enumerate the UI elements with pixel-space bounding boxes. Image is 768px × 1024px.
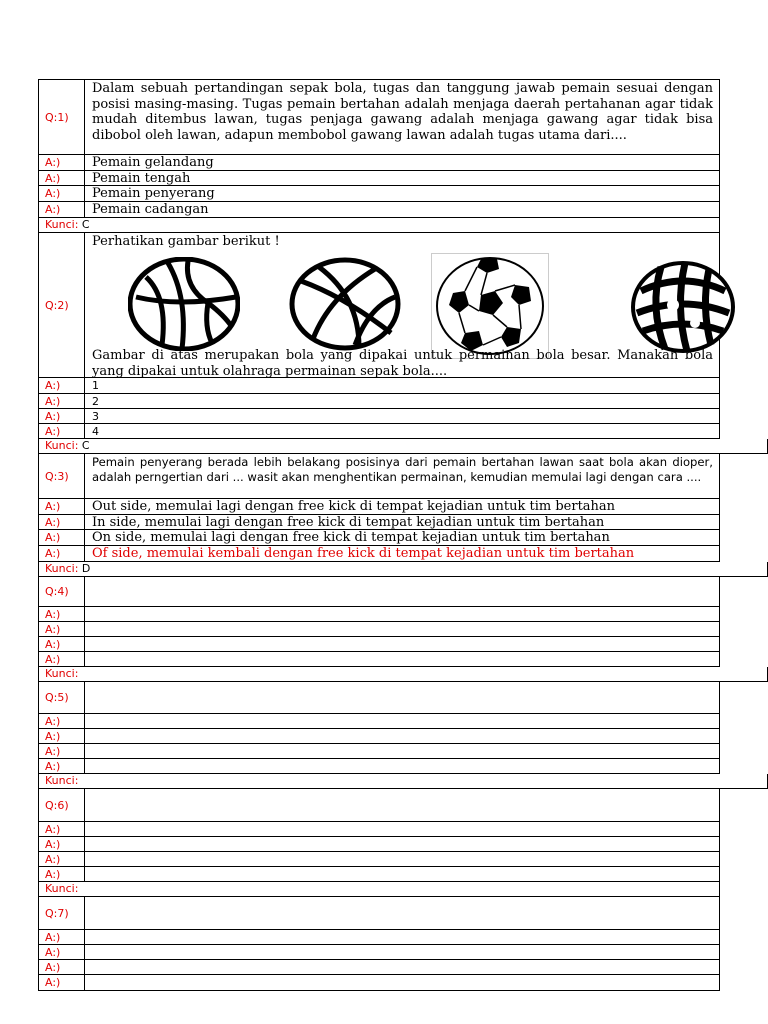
answer-label: A:) bbox=[39, 394, 85, 408]
answer-row[interactable] bbox=[38, 515, 720, 530]
answer-row[interactable] bbox=[38, 945, 720, 960]
answer-text: Pemain penyerang bbox=[92, 186, 215, 201]
basketball-icon bbox=[289, 257, 401, 351]
answer-label: A:) bbox=[39, 637, 85, 651]
answer-label: A:) bbox=[39, 714, 85, 728]
answer-text: On side, memulai lagi dengan free kick di tempat kejadian untuk tim bertahan bbox=[92, 530, 610, 545]
answer-row[interactable] bbox=[38, 530, 720, 546]
answer-key-row bbox=[38, 774, 768, 789]
answer-label: A:) bbox=[39, 409, 85, 423]
answer-text: 4 bbox=[92, 424, 99, 438]
answer-label: A:) bbox=[39, 499, 85, 514]
answer-key-value: C bbox=[81, 218, 90, 231]
question-2-row bbox=[38, 233, 720, 378]
answer-row[interactable] bbox=[38, 607, 720, 622]
question-7-row bbox=[38, 897, 720, 930]
question-text: Pemain penyerang berada lebih belakang posisinya dari pemain bertahan lawan saat bola akan dioper, adalah perngertian dari ... wasit akan menghentikan permainan, kemudian memulai lagi dengan cara .... bbox=[92, 455, 713, 484]
answer-label: A:) bbox=[39, 186, 85, 201]
answer-row[interactable] bbox=[38, 960, 720, 975]
answer-row[interactable] bbox=[38, 759, 720, 774]
answer-label: A:) bbox=[39, 622, 85, 636]
answer-row[interactable] bbox=[38, 637, 720, 652]
answer-label: A:) bbox=[39, 729, 85, 743]
question-label: Q:5) bbox=[39, 682, 85, 713]
answer-text-correct: Of side, memulai kembali dengan free kick di tempat kejadian untuk tim bertahan bbox=[92, 546, 635, 561]
answer-label: A:) bbox=[39, 744, 85, 758]
answer-text: 2 bbox=[92, 394, 99, 408]
answer-key-value: C bbox=[81, 439, 90, 452]
answer-label: A:) bbox=[39, 837, 85, 851]
answer-row[interactable] bbox=[38, 499, 720, 515]
answer-row[interactable] bbox=[38, 394, 720, 409]
question-label: Q:1) bbox=[39, 80, 85, 154]
answer-row[interactable] bbox=[38, 930, 720, 945]
question-text: Gambar di atas merupakan bola yang dipakai untuk permainan bola besar. Manakah bola yang dipakai untuk olahraga permainan sepak bola.... bbox=[92, 348, 713, 379]
answer-text: Out side, memulai lagi dengan free kick di tempat kejadian untuk tim bertahan bbox=[92, 499, 616, 514]
answer-key-row bbox=[38, 218, 720, 233]
question-label: Q:6) bbox=[39, 789, 85, 821]
answer-key-label: Kunci: bbox=[45, 562, 79, 575]
answer-label: A:) bbox=[39, 530, 85, 545]
question-label: Q:7) bbox=[39, 897, 85, 929]
answer-key-label: Kunci: bbox=[45, 667, 79, 680]
answer-key-row bbox=[38, 882, 720, 897]
answer-key-label: Kunci: bbox=[45, 218, 79, 231]
question-text: Dalam sebuah pertandingan sepak bola, tugas dan tanggung jawab pemain sesuai dengan posisi masing-masing. Tugas pemain bertahan adalah menjaga daerah pertahanan agar tidak mudah ditembus lawan, tugas penjaga gawang adalah menjaga gawang agar tidak bisa dibobol oleh lawan, adapun membobol gawang lawan adalah tugas utama dari.... bbox=[92, 81, 713, 143]
answer-row[interactable] bbox=[38, 622, 720, 637]
ball-images bbox=[86, 253, 719, 353]
answer-label: A:) bbox=[39, 822, 85, 836]
question-3-row bbox=[38, 454, 720, 499]
question-5-row bbox=[38, 682, 720, 714]
answer-label: A:) bbox=[39, 607, 85, 621]
answer-label: A:) bbox=[39, 546, 85, 561]
answer-text: 3 bbox=[92, 409, 99, 423]
answer-label: A:) bbox=[39, 852, 85, 866]
volleyball-icon bbox=[128, 257, 240, 351]
answer-row[interactable] bbox=[38, 155, 720, 171]
answer-row[interactable] bbox=[38, 424, 720, 439]
answer-label: A:) bbox=[39, 945, 85, 959]
answer-key-label: Kunci: bbox=[45, 774, 79, 787]
answer-label: A:) bbox=[39, 960, 85, 974]
question-label: Q:2) bbox=[39, 233, 85, 377]
answer-row[interactable] bbox=[38, 652, 720, 667]
answer-key-value: D bbox=[81, 562, 91, 575]
question-4-row bbox=[38, 577, 720, 607]
answer-key-row bbox=[38, 667, 768, 682]
answer-row[interactable] bbox=[38, 837, 720, 852]
question-label: Q:3) bbox=[39, 454, 85, 498]
answer-key-label: Kunci: bbox=[45, 439, 79, 452]
answer-label: A:) bbox=[39, 930, 85, 944]
answer-row[interactable] bbox=[38, 867, 720, 882]
answer-row[interactable] bbox=[38, 744, 720, 759]
question-6-row bbox=[38, 789, 720, 822]
answer-key-row bbox=[38, 439, 768, 454]
answer-text: Pemain cadangan bbox=[92, 202, 209, 217]
answer-label: A:) bbox=[39, 759, 85, 773]
answer-row[interactable] bbox=[38, 822, 720, 837]
answer-row[interactable] bbox=[38, 378, 720, 394]
answer-row[interactable] bbox=[38, 171, 720, 186]
soccer-ball-icon bbox=[431, 253, 549, 359]
answer-text: Pemain tengah bbox=[92, 170, 191, 186]
answer-row[interactable] bbox=[38, 202, 720, 218]
answer-label: A:) bbox=[39, 378, 85, 393]
answer-row[interactable] bbox=[38, 714, 720, 729]
answer-label: A:) bbox=[39, 424, 85, 438]
answer-text: 1 bbox=[92, 379, 99, 392]
answer-label: A:) bbox=[39, 652, 85, 666]
answer-text: Pemain gelandang bbox=[92, 155, 214, 170]
answer-row[interactable] bbox=[38, 409, 720, 424]
answer-label: A:) bbox=[39, 975, 85, 990]
answer-label: A:) bbox=[39, 171, 85, 185]
answer-row[interactable] bbox=[38, 546, 720, 562]
sepak-takraw-ball-icon bbox=[631, 261, 735, 353]
answer-label: A:) bbox=[39, 867, 85, 881]
question-label: Q:4) bbox=[39, 577, 85, 606]
answer-row[interactable] bbox=[38, 729, 720, 744]
answer-label: A:) bbox=[39, 202, 85, 217]
answer-row[interactable] bbox=[38, 975, 720, 991]
question-1-row bbox=[38, 79, 720, 155]
answer-key-row bbox=[38, 562, 768, 577]
answer-row[interactable] bbox=[38, 852, 720, 867]
answer-key-label: Kunci: bbox=[45, 882, 79, 895]
answer-text: In side, memulai lagi dengan free kick di tempat kejadian untuk tim bertahan bbox=[92, 514, 605, 530]
answer-label: A:) bbox=[39, 515, 85, 529]
answer-label: A:) bbox=[39, 155, 85, 170]
question-intro: Perhatikan gambar berikut ! bbox=[92, 234, 280, 249]
answer-row[interactable] bbox=[38, 186, 720, 202]
